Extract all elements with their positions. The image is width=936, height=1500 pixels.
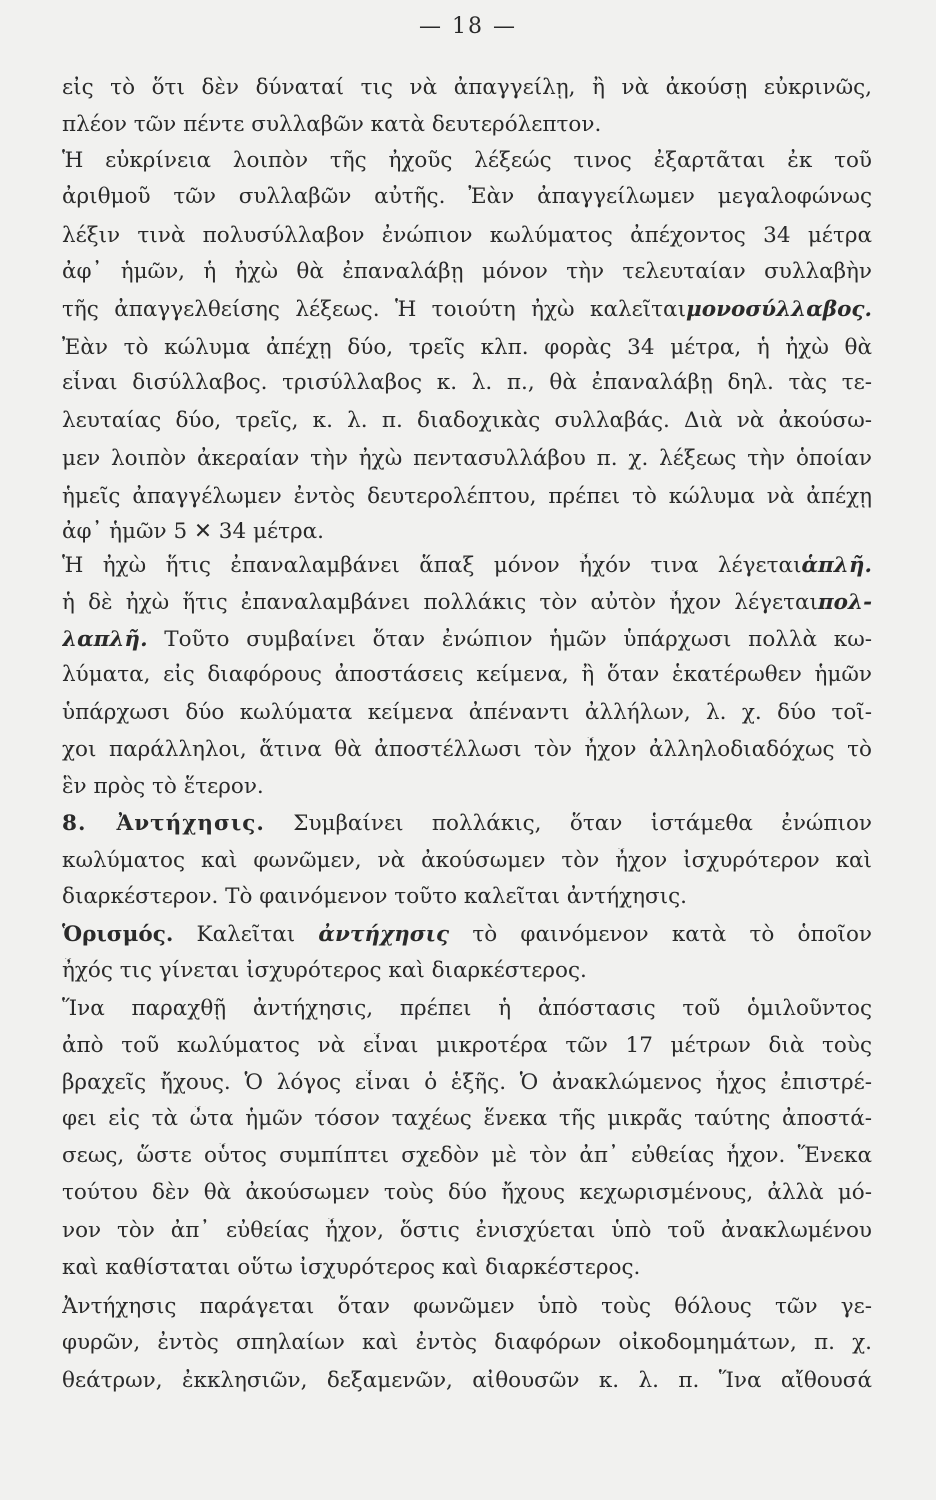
- text-line: [62, 1255, 872, 1280]
- line-text: εἰς τὸ ὅτι δὲν δύναταί τις νὰ ἀπαγγείλῃ, ἢ νὰ ἀκούσῃ εὐκρινῶς,: [62, 75, 872, 100]
- text-line: [62, 112, 872, 137]
- line-text: διαρκέστερον. Τὸ φαινόμενον τοῦτο καλεῖται ἀντήχησις.: [62, 884, 687, 909]
- text-line: [62, 553, 872, 578]
- text-line: [62, 1143, 872, 1168]
- line-text: Ἡ ἠχὼ ἥτις ἐπαναλαμβάνει ἅπαξ μόνον ἦχόν τινα λέγεται: [62, 553, 802, 578]
- text-line: [62, 1033, 872, 1058]
- line-text: ἡ δὲ ἠχὼ ἥτις ἐπαναλαμβάνει πολλάκις τὸν αὐτὸν ἦχον λέγεται: [62, 590, 818, 615]
- text-line: [62, 259, 872, 284]
- line-text: ἀφ᾽ ἡμῶν, ἡ ἠχὼ θὰ ἐπαναλάβῃ μόνον τὴν τελευταίαν συλλαβὴν: [62, 259, 872, 284]
- line-text: πλέον τῶν πέντε συλλαβῶν κατὰ δευτερόλεπτον.: [62, 112, 602, 137]
- line-text: ὑπάρχωσι δύο κωλύματα κείμενα ἀπέναντι ἀλλήλων, λ. χ. δύο τοῖ-: [62, 700, 872, 725]
- line-text: φυρῶν, ἐντὸς σπηλαίων καὶ ἐντὸς διαφόρων οἰκοδομημάτων, π. χ.: [62, 1330, 872, 1355]
- line-text: ἦχός τις γίνεται ἰσχυρότερος καὶ διαρκέστερος.: [62, 958, 587, 983]
- line-text: Τοῦτο συμβαίνει ὅταν ἐνώπιον ἡμῶν ὑπάρχωσι πολλὰ κω-: [147, 627, 872, 652]
- line-text: βραχεῖς ἤχους. Ὁ λόγος εἶναι ὁ ἑξῆς. Ὁ ἀνακλώμενος ἦχος ἐπιστρέ-: [62, 1070, 872, 1095]
- text-line: [62, 1368, 872, 1393]
- text-line: [62, 297, 872, 322]
- text-line: [62, 335, 872, 360]
- text-line: [62, 958, 872, 983]
- text-line: [62, 662, 872, 687]
- line-text: ἀφ᾽ ἡμῶν 5 ✕ 34 μέτρα.: [62, 519, 324, 544]
- page-number: — 18 —: [419, 14, 517, 39]
- emphasized-term: μονοσύλλαβος.: [686, 297, 872, 322]
- line-text: τῆς ἀπαγγελθείσης λέξεως. Ἡ τοιούτη ἠχὼ καλεῖται: [62, 297, 686, 322]
- definition-label: Ὁρισμός.: [62, 922, 174, 947]
- text-line: [62, 627, 872, 652]
- line-text: φει εἰς τὰ ὦτα ἡμῶν τόσον ταχέως ἕνεκα τῆς μικρᾶς ταύτης ἀποστά-: [62, 1106, 872, 1131]
- text-line: [62, 1330, 872, 1355]
- text-line: [62, 519, 872, 544]
- text-line: [62, 737, 872, 762]
- line-text: λέξιν τινὰ πολυσύλλαβον ἐνώπιον κωλύματος ἀπέχοντος 34 μέτρα: [62, 223, 872, 248]
- line-text: τὸ φαινόμενον κατὰ τὸ ὁποῖον: [449, 922, 872, 947]
- line-text: καὶ καθίσταται οὕτω ἰσχυρότερος καὶ διαρκέστερος.: [62, 1255, 641, 1280]
- text-line: [62, 148, 872, 173]
- text-line: [62, 446, 872, 471]
- line-text: Καλεῖται: [173, 922, 319, 947]
- text-line: [62, 1180, 872, 1205]
- line-text: Ἀντήχησις παράγεται ὅταν φωνῶμεν ὑπὸ τοὺς θόλους τῶν γε-: [62, 1294, 872, 1319]
- text-line: [62, 1218, 872, 1243]
- text-line: [62, 1106, 872, 1131]
- line-text: ἀριθμοῦ τῶν συλλαβῶν αὐτῆς. Ἐὰν ἀπαγγείλωμεν μεγαλοφώνως: [62, 184, 872, 209]
- line-text: λύματα, εἰς διαφόρους ἀποστάσεις κείμενα, ἢ ὅταν ἑκατέρωθεν ἡμῶν: [62, 662, 872, 687]
- line-text: λευταίας δύο, τρεῖς, κ. λ. π. διαδοχικὰς συλλαβάς. Διὰ νὰ ἀκούσω-: [62, 408, 872, 433]
- line-text: μεν λοιπὸν ἀκεραίαν τὴν ἠχὼ πεντασυλλάβου π. χ. λέξεως τὴν ὁποίαν: [62, 446, 872, 471]
- text-line: [62, 223, 872, 248]
- text-line: [62, 811, 872, 836]
- line-text: Ἵνα παραχθῇ ἀντήχησις, πρέπει ἡ ἀπόστασις τοῦ ὁμιλοῦντος: [62, 996, 872, 1021]
- line-text: Ἡ εὐκρίνεια λοιπὸν τῆς ἠχοῦς λέξεώς τινος ἐξαρτᾶται ἐκ τοῦ: [62, 148, 872, 173]
- line-text: εἶναι δισύλλαβος. τρισύλλαβος κ. λ. π., θὰ ἐπαναλάβῃ δηλ. τὰς τε-: [62, 370, 872, 395]
- text-line: [62, 884, 872, 909]
- text-line: [62, 1294, 872, 1319]
- line-text: νον τὸν ἀπ᾽ εὐθείας ἦχον, ὅστις ἐνισχύεται ὑπὸ τοῦ ἀνακλωμένου: [62, 1218, 872, 1243]
- text-line: [62, 408, 872, 433]
- line-text: ἀπὸ τοῦ κωλύματος νὰ εἶναι μικροτέρα τῶν 17 μέτρων διὰ τοὺς: [62, 1033, 872, 1058]
- line-text: χοι παράλληλοι, ἅτινα θὰ ἀποστέλλωσι τὸν ἦχον ἀλληλοδιαδόχως τὸ: [62, 737, 872, 762]
- line-text: ἡμεῖς ἀπαγγέλωμεν ἐντὸς δευτερολέπτου, πρέπει τὸ κώλυμα νὰ ἀπέχῃ: [62, 484, 872, 509]
- line-text: Ἐὰν τὸ κώλυμα ἀπέχῃ δύο, τρεῖς κλπ. φορὰς 34 μέτρα, ἡ ἠχὼ θὰ: [62, 335, 872, 360]
- text-line: [62, 996, 872, 1021]
- emphasized-term: ἀντήχησις: [318, 922, 450, 947]
- text-line: [62, 700, 872, 725]
- emphasized-term: ἁπλῆ.: [801, 553, 872, 578]
- line-text: κωλύματος καὶ φωνῶμεν, νὰ ἀκούσωμεν τὸν ἦχον ἰσχυρότερον καὶ: [62, 848, 872, 873]
- line-text: τούτου δὲν θὰ ἀκούσωμεν τοὺς δύο ἤχους κεχωρισμένους, ἀλλὰ μό-: [62, 1180, 872, 1205]
- text-line: [62, 1070, 872, 1095]
- line-text: Συμβαίνει πολλάκις, ὅταν ἱστάμεθα ἐνώπιον: [264, 811, 872, 836]
- text-line: [62, 484, 872, 509]
- text-line: [62, 848, 872, 873]
- emphasized-term: λαπλῆ.: [62, 627, 148, 652]
- line-text: σεως, ὥστε οὗτος συμπίπτει σχεδὸν μὲ τὸν ἀπ᾽ εὐθείας ἦχον. Ἕνεκα: [62, 1143, 872, 1168]
- text-line: [62, 922, 872, 947]
- section-heading: 8. Ἀντήχησις.: [62, 811, 265, 836]
- text-line: [62, 774, 872, 799]
- line-text: θεάτρων, ἐκκλησιῶν, δεξαμενῶν, αἰθουσῶν κ. λ. π. Ἵνα αἴθουσά: [62, 1368, 872, 1393]
- text-line: [62, 590, 872, 615]
- emphasized-term: πολ-: [817, 590, 872, 615]
- text-line: [62, 75, 872, 100]
- text-line: [62, 370, 872, 395]
- text-line: [62, 184, 872, 209]
- line-text: ἓν πρὸς τὸ ἕτερον.: [62, 774, 264, 799]
